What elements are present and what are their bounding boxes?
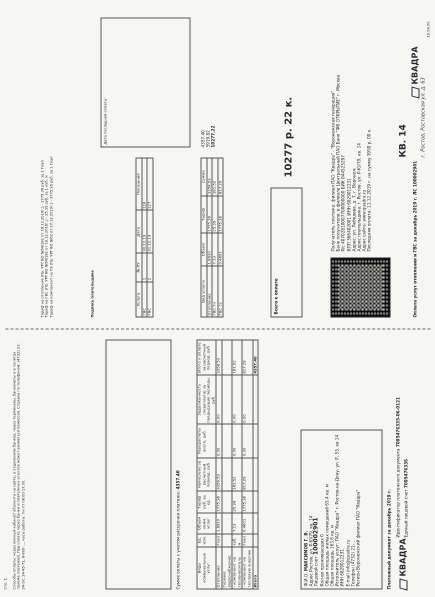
last-payment: Последняя оплата: 11.12.2019 г. на сумму 3950 р. 00 к. (366, 127, 372, 251)
total-box (270, 187, 302, 317)
meter-header-cell: Показания (136, 158, 142, 210)
table-cell: 817.29 (217, 158, 223, 196)
account-number: Р/с 40702810007700000000 (340, 190, 346, 251)
name-value: МАКСИМОВ Г. В. (303, 530, 308, 571)
tariff-note: Тариф на компонент на ТЭ (Пр. УРТ ВО №62 от 27.12.2019г.) - 1775.36 руб. за 1 Гкал (48, 156, 53, 317)
table-cell: 0.00 (216, 375, 222, 424)
residents-row (319, 432, 324, 586)
kpp-value: КПП 366402001 (345, 216, 351, 251)
receiver-value: филиал ПАО "Квадра" - "Воронежская генерация" (330, 90, 335, 202)
tariff-notes (40, 7, 53, 317)
contractor-row: Исполнитель услуг: ПАО "Квадра" г. Ростов-на-Дону, ул. Р, 53, кв 14 (334, 434, 340, 586)
payer-info-box (300, 429, 382, 589)
email-row (345, 432, 350, 586)
cut-line (5, 328, 430, 329)
installment-row: Сумма оплаты с учетом рассрочки платежа: 4357.40 (175, 469, 180, 589)
account-block (403, 337, 408, 537)
table-cell: 1.8910 (206, 233, 212, 266)
phone-row (350, 432, 355, 586)
table-cell (221, 375, 231, 424)
qr-code (330, 257, 390, 317)
installment-value: 4357.40 (175, 469, 180, 489)
margin-text: 19.04.00 (426, 20, 430, 37)
table-cell: 1775.36 (217, 195, 223, 233)
table-cell: 817.29 (242, 457, 252, 491)
residents-label: Кол-во проживающих (318, 537, 324, 586)
table-cell: 3358.53 (216, 340, 222, 375)
name-row (303, 432, 308, 586)
services-header-cell: Ед. изм. (197, 533, 216, 546)
region-label: Регион (355, 570, 361, 586)
services-header-cell: Задолженность (переплата) за предыдущие периоды, руб. (196, 376, 215, 423)
table-row (212, 158, 218, 317)
table-row (147, 158, 153, 317)
doc-id-label: Идентификатор платежного документа (395, 448, 400, 537)
table-cell: ГВС (141, 281, 147, 316)
bank-details-row (340, 11, 345, 251)
site-address: Адрес сайта: www.quadra.ru (361, 189, 367, 251)
table-cell: 1775.36 (216, 491, 222, 513)
inn-value: ИНН 6829012231 (345, 177, 351, 216)
apartment-label: КВ. 14 (398, 123, 408, 157)
table-cell: 1775.36 (242, 491, 252, 513)
norm-table (200, 157, 223, 317)
payer-address: Адрес плательщика: г. Ростов, ул. Р-Ю/79, кв. 14 (356, 142, 362, 251)
total-value: 10277 р. 22 к. (283, 96, 294, 177)
extra-value: 10277.22 (210, 125, 216, 147)
heated-area-label: Общая площадь жилых помещений (323, 506, 329, 586)
name-label: Ф.И.О. (303, 571, 308, 586)
table-cell: 0.00 (242, 424, 252, 457)
total-label: Всего к оплате (273, 277, 278, 314)
services-header-cell: Перерасчеты всего, руб. (197, 424, 216, 457)
table-cell: 1.8910 (216, 513, 222, 533)
table-cell: - компонент на тепловую энергию (242, 546, 252, 588)
table-cell: 25.39 (212, 195, 218, 233)
tariff-note: Тариф на ГВС (Пр. УРТ ВО №54/182 от 18.12.2018г.) - 25.39 руб. за 1 куб. м (44, 174, 49, 317)
table-cell: 181.52 (212, 158, 218, 196)
page-marker: Стр. 1 (3, 577, 7, 589)
address-value: Ростов, ул. Р-Ю/79, кв. 14 (308, 515, 314, 572)
table-row (221, 340, 231, 589)
info-box (100, 17, 190, 147)
bank-value: в филиале Центральный ПАО Банк "ФК ОТКРЫТИЕ" г. Москва (335, 74, 341, 211)
doc-id-block (395, 337, 400, 537)
footnote-text: Способы оплаты: через личный кабинет абонента на сайте, в отделениях банков, через терминалы, банкоматы и в пунктах приема платежей. При оплате через банки и платежных агентов может взиматься комиссия. Справки по телефонам: (4732) 21-24-97, 24-45-71, 8-800-..., часы работы: пн-пт 08:00-17:00. (12, 342, 25, 589)
quadra-logo-icon (399, 578, 407, 590)
table-cell: 0.00 (232, 375, 242, 424)
table-cell (252, 513, 258, 533)
phone-label: Телефон (349, 566, 355, 586)
table-cell: 7.13 (232, 513, 242, 533)
meter-header-cell: № ПУ (136, 253, 142, 282)
receiver-label: Получатель платежа (330, 204, 335, 251)
personal-account-row (313, 432, 318, 586)
table-cell: 0.4601 (242, 513, 252, 533)
receipt-title: Оплата услуг отопления и ГВС за декабрь 2019 г. ЛС 100002901 (412, 160, 417, 317)
empty-recalc-box (105, 339, 171, 589)
table-cell (221, 513, 231, 533)
table-cell: 0.00 (232, 424, 242, 457)
tax-label: ИНН (339, 576, 345, 586)
table-cell: Отопление (206, 265, 212, 316)
extra-value: 5919.82 (205, 129, 211, 147)
table-cell: - компонент на теплоноситель (232, 546, 242, 588)
table-cell: Гкал (242, 533, 252, 546)
table-cell (221, 340, 231, 375)
meter-table (135, 157, 153, 317)
brand-logo-left (398, 538, 407, 589)
brand-name: КВАДРА (410, 45, 419, 84)
table-cell (221, 533, 231, 546)
table-cell: 31.12.19 (147, 210, 153, 253)
address-label: Адрес (308, 572, 314, 586)
total-area-label: Общая площадь (329, 549, 335, 586)
table-cell (252, 533, 258, 546)
bank-details-row-2 (346, 11, 351, 251)
payment-doc-title: Платежный документ за декабрь 2019 г. (386, 488, 391, 589)
services-header-cell: Объем комм. услуг (197, 513, 216, 533)
extra-values (200, 87, 216, 147)
table-cell: Итого (252, 546, 258, 588)
heated-area-row (324, 432, 329, 586)
account-label: Единый лицевой счет (403, 488, 408, 537)
services-table (196, 339, 258, 589)
services-header-cell: Начислено за расчетный период, руб. (197, 457, 216, 491)
table-cell: Гкал (216, 533, 222, 546)
brand-logo-right (410, 46, 419, 97)
table-cell: 30.11.19 (141, 210, 147, 253)
table-row (216, 340, 222, 589)
installment-label: Сумма оплаты с учетом рассрочки платежа (175, 491, 180, 589)
table-cell: 127 (147, 158, 153, 210)
doc-id-value: 7095476335-06-0121 (395, 396, 400, 447)
table-cell: 1775.36 (206, 195, 212, 233)
email-label: E-mail (344, 572, 350, 586)
table-cell: 0.4601 (217, 233, 223, 266)
services-header-cell: Итого к оплате за расчетный период, руб. (197, 340, 216, 375)
norm-header-cell: Объем (201, 233, 207, 266)
norm-header-row (201, 158, 207, 317)
meter-header-row (136, 158, 142, 317)
personal-account-label: Лицевой счет (313, 555, 319, 586)
personal-account-value: 100002901 (312, 516, 320, 555)
table-row (242, 340, 252, 589)
table-cell (221, 457, 231, 491)
table-cell (221, 424, 231, 457)
bik-value: БИК 044525297 (340, 154, 346, 189)
services-header-cell: Виды коммунальных услуг (197, 546, 216, 588)
norm-header-cell: Тариф (201, 195, 207, 233)
handwritten-note: г. Ростов, Ростовская ул. д. 63 (420, 76, 426, 157)
receiver-info (330, 11, 372, 251)
table-row (217, 158, 223, 317)
barcode-caption: Дата последней оплаты (103, 98, 107, 144)
region-row (355, 432, 360, 586)
contractor-label: Исполнитель услуг (334, 543, 340, 586)
table-cell: ГВС тн (212, 265, 218, 316)
brand-name: КВАДРА (398, 537, 407, 576)
heated-area-value: 65.4 кв. м (323, 483, 329, 506)
table-cell (252, 457, 258, 491)
tariff-note: Тариф на отопление (Пр. УРТ ВО №54/181 от 18.12.2018г.) - 1775.36 руб. за 1 Гкал (40, 159, 44, 317)
receiver-row: Получатель платежа: филиал ПАО "Квадра" - "Воронежская генерация" (330, 90, 335, 251)
services-header-cell: Тариф руб. за ед. (197, 491, 216, 513)
norm-header-cell: Сумма (201, 158, 207, 196)
table-cell: Отопление (216, 546, 222, 588)
email-value: info@quadra.ru (344, 538, 350, 572)
table-cell: 0.00 (216, 424, 222, 457)
table-cell: 181.52 (232, 340, 242, 375)
total-area-row (329, 432, 334, 586)
table-cell: ГВС тэ (217, 265, 223, 316)
table-cell: 3358.53 (206, 158, 212, 196)
table-cell: 1 (141, 253, 147, 282)
quadra-logo-icon (411, 86, 419, 98)
receiver-address: Адрес: ул. Лебедева, д. 7, г. Воронеж (350, 167, 356, 251)
table-cell (252, 491, 258, 513)
bank-label: Банк получателя (335, 213, 341, 251)
residents-value: 0 (318, 533, 324, 537)
table-cell: 4357.40 (252, 340, 258, 375)
table-cell: 118 (141, 158, 147, 210)
table-row-total (252, 340, 258, 589)
table-cell: 7.13 (212, 233, 218, 266)
extra-value: 4357.40 (200, 129, 205, 147)
table-cell: 2 (147, 253, 153, 282)
table-cell: 3358.53 (216, 457, 222, 491)
table-cell: 0.00 (242, 375, 252, 424)
tax-value: 6829012231 (339, 548, 345, 576)
table-cell (221, 491, 231, 513)
phone-value: (4732) 21-... (349, 539, 355, 566)
signature-line: Подпись плательщика (90, 269, 94, 317)
table-cell (252, 375, 258, 424)
table-cell: Горячее водоснабжение: (221, 546, 231, 588)
table-row (232, 340, 242, 589)
bank-row: Банк получателя: в филиале Центральный ПАО Банк "ФК ОТКРЫТИЕ" г. Москва (335, 74, 341, 251)
table-cell: 817.29 (242, 340, 252, 375)
table-cell: ГВС (147, 281, 153, 316)
tax-row (339, 432, 344, 586)
region-value: Воронежский филиал ПАО "Квадра" (355, 489, 361, 570)
services-header-row (197, 340, 216, 589)
table-cell (252, 424, 258, 457)
contractor-value: ПАО "Квадра" г. Ростов-на-Дону, ул. Р, 53, кв 14 (334, 434, 340, 541)
table-cell: 181.52 (232, 457, 242, 491)
table-cell: куб. м (232, 533, 242, 546)
norm-header-cell: Вид услуги (201, 265, 207, 316)
table-cell: 25.39 (232, 491, 242, 513)
total-area-value: 163.6 кв. м (329, 524, 335, 549)
meter-header-cell: Дата (136, 210, 142, 253)
meter-header-cell: Услуга (136, 281, 142, 316)
account-value: 7095476336 (403, 458, 408, 488)
